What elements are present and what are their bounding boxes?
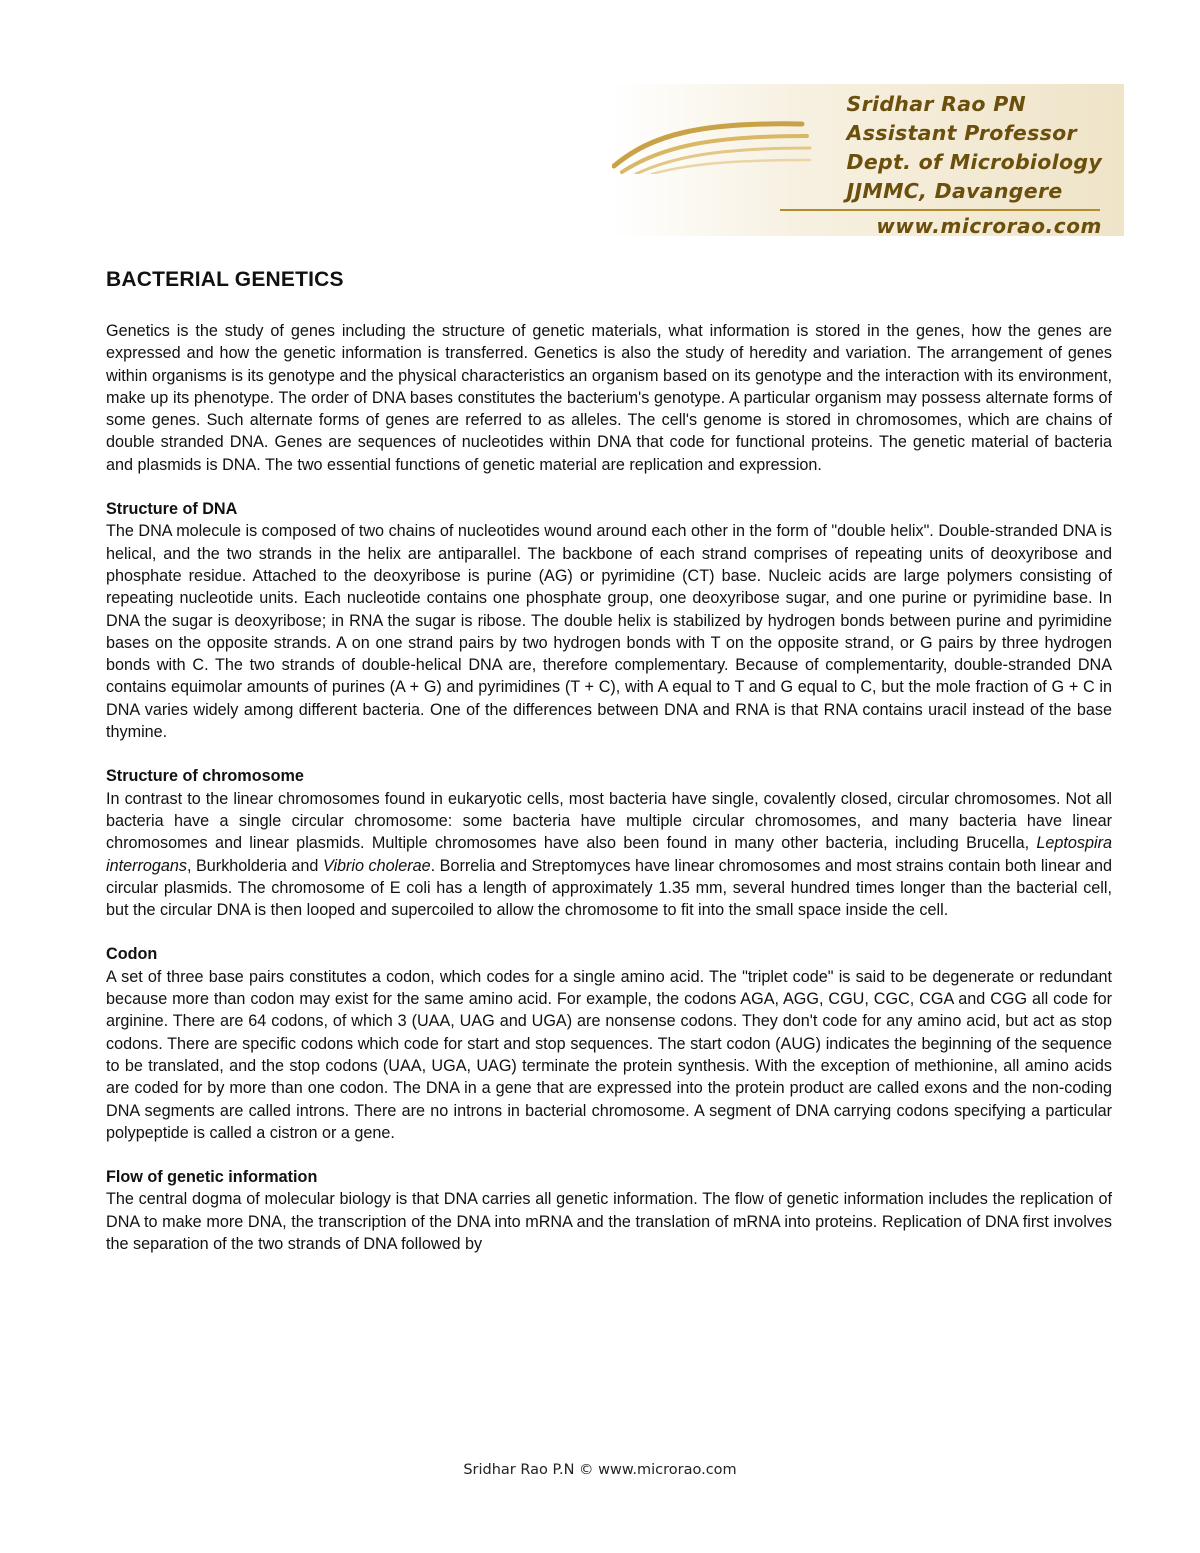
letterhead-banner [612,84,1124,236]
author-name: Sridhar Rao PN [846,92,1027,116]
author-title: Assistant Professor [846,121,1077,145]
chromosome-text-a: In contrast to the linear chromosomes found in eukaryotic cells, most bacteria have single, covalently closed, circular chromosomes. Not all bacteria have a single circular chromosome: some bacteria have multiple circular chromosomes, and many bacteria have linear chromosomes and linear plasmids. Multiple chromosomes have also been found in many other bacteria, including Brucella, [106,789,1112,853]
chromosome-text-c: . Borrelia and Streptomyces have linear chromosomes and most strains contain both linear and circular plasmids. The chromosome of E coli has a length of approximately 1.35 mm, several hundred times longer than the bacterial cell, but the circular DNA is then looped and supercoiled to allow the chromosome to fit into the small space inside the cell. [106,856,1112,920]
section-heading-flow: Flow of genetic information [106,1168,318,1187]
document-body [106,268,1112,1255]
chromosome-text-b: , Burkholderia and [187,856,323,875]
document-title: BACTERIAL GENETICS [106,268,344,291]
swoosh-logo-icon [612,114,812,174]
section-heading-codon: Codon [106,945,158,964]
section-body-flow: The central dogma of molecular biology is that DNA carries all genetic information. The flow of genetic information includes the replication of DNA to make more DNA, the transcription of the DNA into mRNA and the translation of mRNA into proteins. Replication of DNA first involves the separation of the two strands of DNA followed by [106,1190,1112,1253]
species-name-leptospira: Leptospira interrogans [106,834,1112,875]
author-department: Dept. of Microbiology [846,150,1102,174]
section-body-dna: The DNA molecule is composed of two chains of nucleotides wound around each other in the form of "double helix". Double-stranded DNA is helical, and the two strands in the helix are antiparallel. The backbone of each strand comprises of repeating units of deoxyribose and phosphate residue. Attached to the deoxyribose is purine (AG) or pyrimidine (CT) base. Nucleic acids are large polymers consisting of repeating nucleotide units. Each nucleotide contains one phosphate group, one deoxyribose sugar, and one purine or pyrimidine base. In DNA the sugar is deoxyribose; in RNA the sugar is ribose. The double helix is stabilized by hydrogen bonds between purine and pyrimidine bases on the opposite strands. A on one strand pairs by two hydrogen bonds with T on the opposite strand, or G pairs by three hydrogen bonds with C. The two strands of double-helical DNA are, therefore complementary. Because of complementarity, double-stranded DNA contains equimolar amounts of purines (A + G) and pyrimidines (T + C), with A equal to T and G equal to C, but the mole fraction of G + C in DNA varies widely among different bacteria. One of the differences between DNA and RNA is that RNA contains uracil instead of the base thymine. [106,522,1112,742]
letterhead-website: www.microrao.com [876,214,1102,238]
author-institution: JJMMC, Davangere [846,179,1063,203]
section-body-chromosome [106,788,1112,922]
letterhead-divider [780,209,1100,211]
page-footer: Sridhar Rao P.N © www.microrao.com [463,1462,737,1478]
intro-paragraph: Genetics is the study of genes including the structure of genetic materials, what information is stored in the genes, how the genes are expressed and how the genetic information is transferred. Genetics is also the study of heredity and variation. The arrangement of genes within organisms is its genotype and the physical characteristics an organism based on its genotype and the interaction with its environment, make up its phenotype. The order of DNA bases constitutes the bacterium's genotype. A particular organism may possess alternate forms of some genes. Such alternate forms of genes are referred to as alleles. The cell's genome is stored in chromosomes, which are chains of double stranded DNA. Genes are sequences of nucleotides within DNA that code for functional proteins. The genetic material of bacteria and plasmids is DNA. The two essential functions of genetic material are replication and expression. [106,322,1112,474]
letterhead-text [847,90,1102,206]
section-heading-chromosome: Structure of chromosome [106,767,304,786]
species-name-vibrio: Vibrio cholerae [322,856,431,875]
section-body-codon: A set of three base pairs constitutes a codon, which codes for a single amino acid. The "triplet code" is said to be degenerate or redundant because more than codon may exist for the same amino acid. For example, the codons AGA, AGG, CGU, CGC, CGA and CGG all code for arginine. There are 64 codons, of which 3 (UAA, UAG and UGA) are nonsense codons. They don't code for any amino acid, but act as stop codons. There are specific codons which code for start and stop sequences. The start codon (AUG) indicates the beginning of the sequence to be translated, and the stop codons (UAA, UGA, UAG) terminate the protein synthesis. With the exception of methionine, all amino acids are coded for by more than one codon. The DNA in a gene that are expressed into the protein product are called exons and the non-coding DNA segments are called introns. There are no introns in bacterial chromosome. A segment of DNA carrying codons specifying a particular polypeptide is called a cistron or a gene. [106,967,1112,1142]
section-heading-dna: Structure of DNA [106,500,238,519]
